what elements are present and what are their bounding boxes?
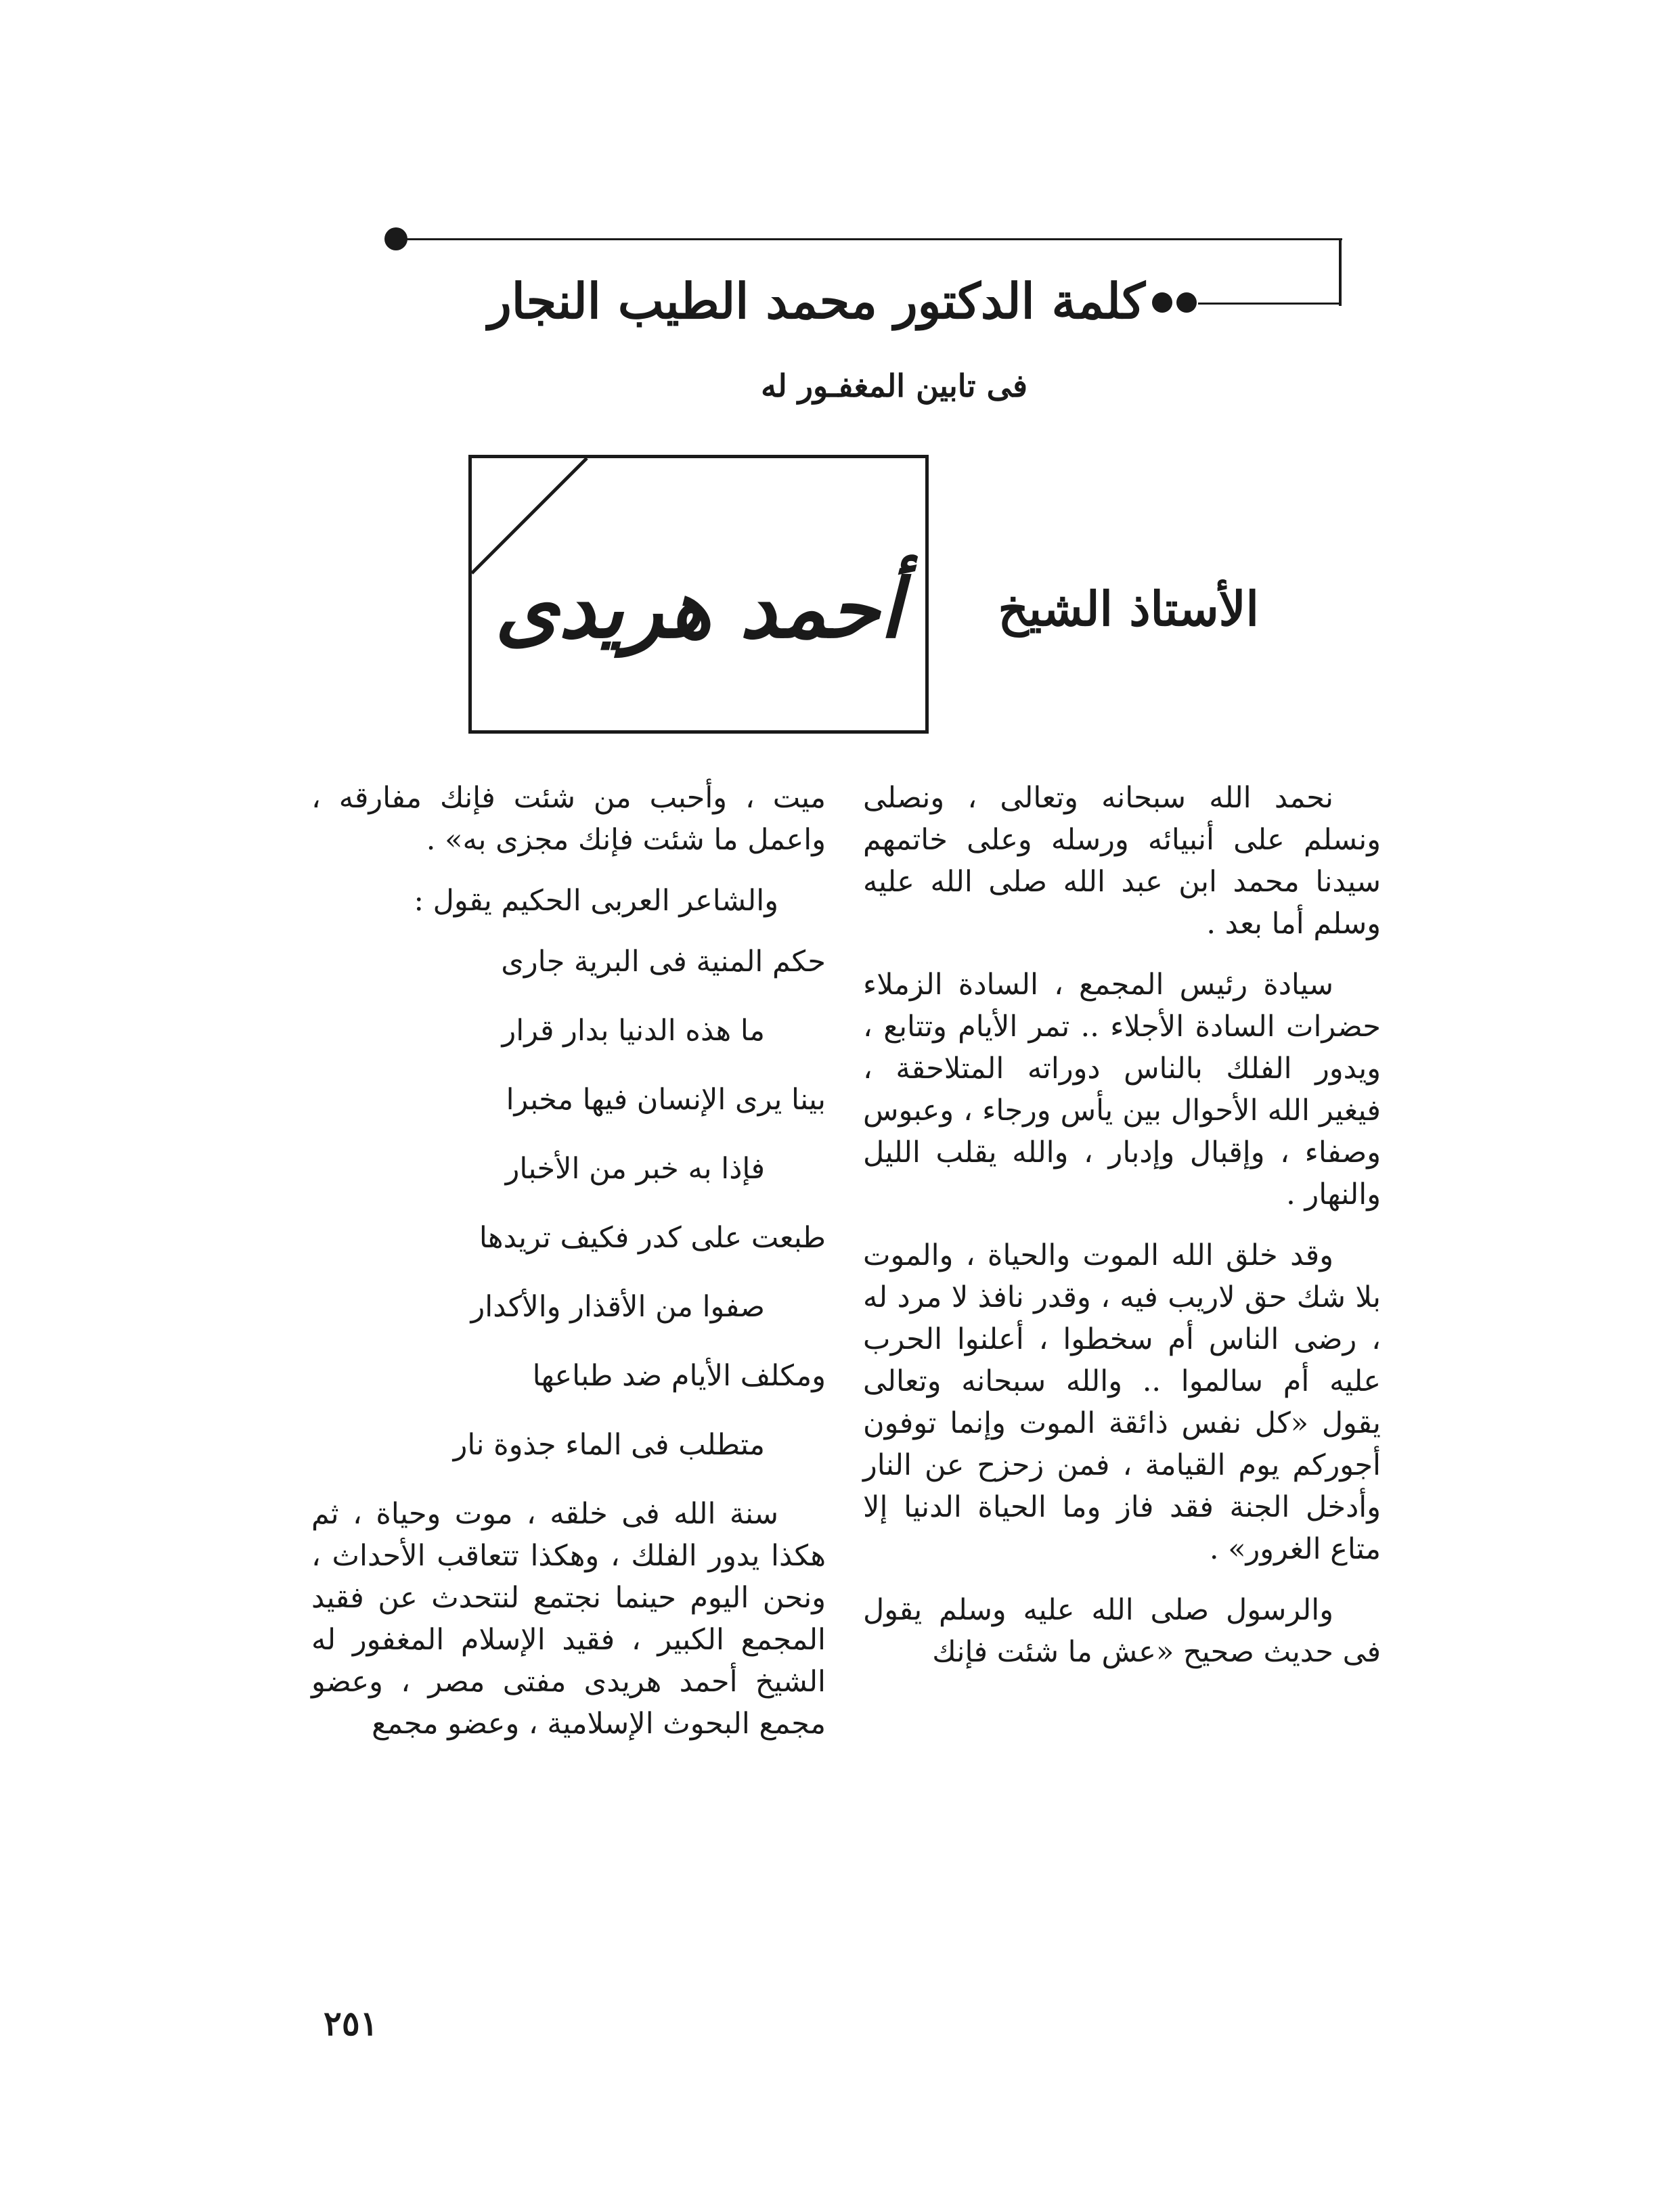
paragraph: والرسول صلى الله عليه وسلم يقول فى حديث صحيح «عش ما شئت فإنك (863, 1593, 1381, 1669)
right-text-column (863, 777, 1381, 1692)
left-text-column (311, 777, 826, 1764)
deceased-name-calligraphy: أحمد هريدى (495, 561, 902, 656)
paragraph: سيادة رئيس المجمع ، السادة الزملاء حضرات السادة الأجلاء .. تمر الأيام وتتابع ، ويدور الفلك بالناس دوراته المتلاحقة ، فيغير الله الأحوال بين يأس ورجاء ، وعبوس وصفاء ، وإقبال وإدبار ، والله يقلب الليل والنهار . (863, 968, 1381, 1211)
verse-line: فإذا به خبر من الأخبار (505, 1152, 765, 1186)
title-dot-ornament (1152, 292, 1172, 313)
poet-intro: والشاعر العربى الحكيم يقول : (414, 884, 778, 918)
title-rule (1198, 303, 1339, 305)
page-number: ٢٥١ (324, 2003, 378, 2043)
header-rule-tick (1339, 238, 1342, 306)
article-subtitle: فى تابين المغفـور له (761, 368, 1027, 404)
verse-line: ما هذه الدنيا بدار قرار (502, 1014, 765, 1048)
paragraph: نحمد الله سبحانه وتعالى ، ونصلى ونسلم على أنبيائه ورسله وعلى خاتمهم سيدنا محمد ابن عبد الله صلى الله عليه وسلم أما بعد . (863, 781, 1381, 941)
memorial-name-frame (468, 455, 929, 734)
verse-line: بينا يرى الإنسان فيها مخبرا (506, 1083, 826, 1117)
paragraph: سنة الله فى خلقه ، موت وحياة ، ثم هكذا يدور الفلك ، وهكذا تتعاقب الأحداث ، ونحن اليوم حينما نجتمع لنتحدث عن فقيد المجمع الكبير ، فقيد الإسلام المغفور له الشيخ أحمد هريدى مفتى مصر ، وعضو مجمع البحوث الإسلامية ، وعضو مجمع (311, 1497, 826, 1741)
article-title: كلمة الدكتور محمد الطيب النجار (487, 272, 1145, 330)
title-dot-ornament (1176, 292, 1197, 313)
paragraph-continuation: ميت ، وأحبب من شئت فإنك مفارقه ، واعمل ما شئت فإنك مجزى به» . (311, 781, 826, 857)
verse-line: متطلب فى الماء جذوة نار (453, 1428, 765, 1462)
paragraph: وقد خلق الله الموت والحياة ، والموت بلا شك حق لاريب فيه ، وقدر نافذ لا مرد له ، رضى الناس أم سخطوا ، أعلنوا الحرب عليه أم سالموا .. والله سبحانه وتعالى يقول «كل نفس ذائقة الموت وإنما توفون أجوركم يوم القيامة ، فمن زحزح عن النار وأدخل الجنة فقد فاز وما الحياة الدنيا إلا متاع الغرور» . (863, 1239, 1381, 1566)
verse-line: طبعت على كدر فكيف تريدها (479, 1221, 826, 1255)
header-rule (405, 238, 1342, 240)
verse-line: صفوا من الأقذار والأكدار (470, 1290, 765, 1324)
verse-line: حكم المنية فى البرية جارى (501, 945, 826, 979)
verse-line: ومكلف الأيام ضد طباعها (532, 1359, 826, 1393)
honorific-title: الأستاذ الشيخ (998, 581, 1259, 637)
header-dot-ornament (384, 227, 407, 250)
